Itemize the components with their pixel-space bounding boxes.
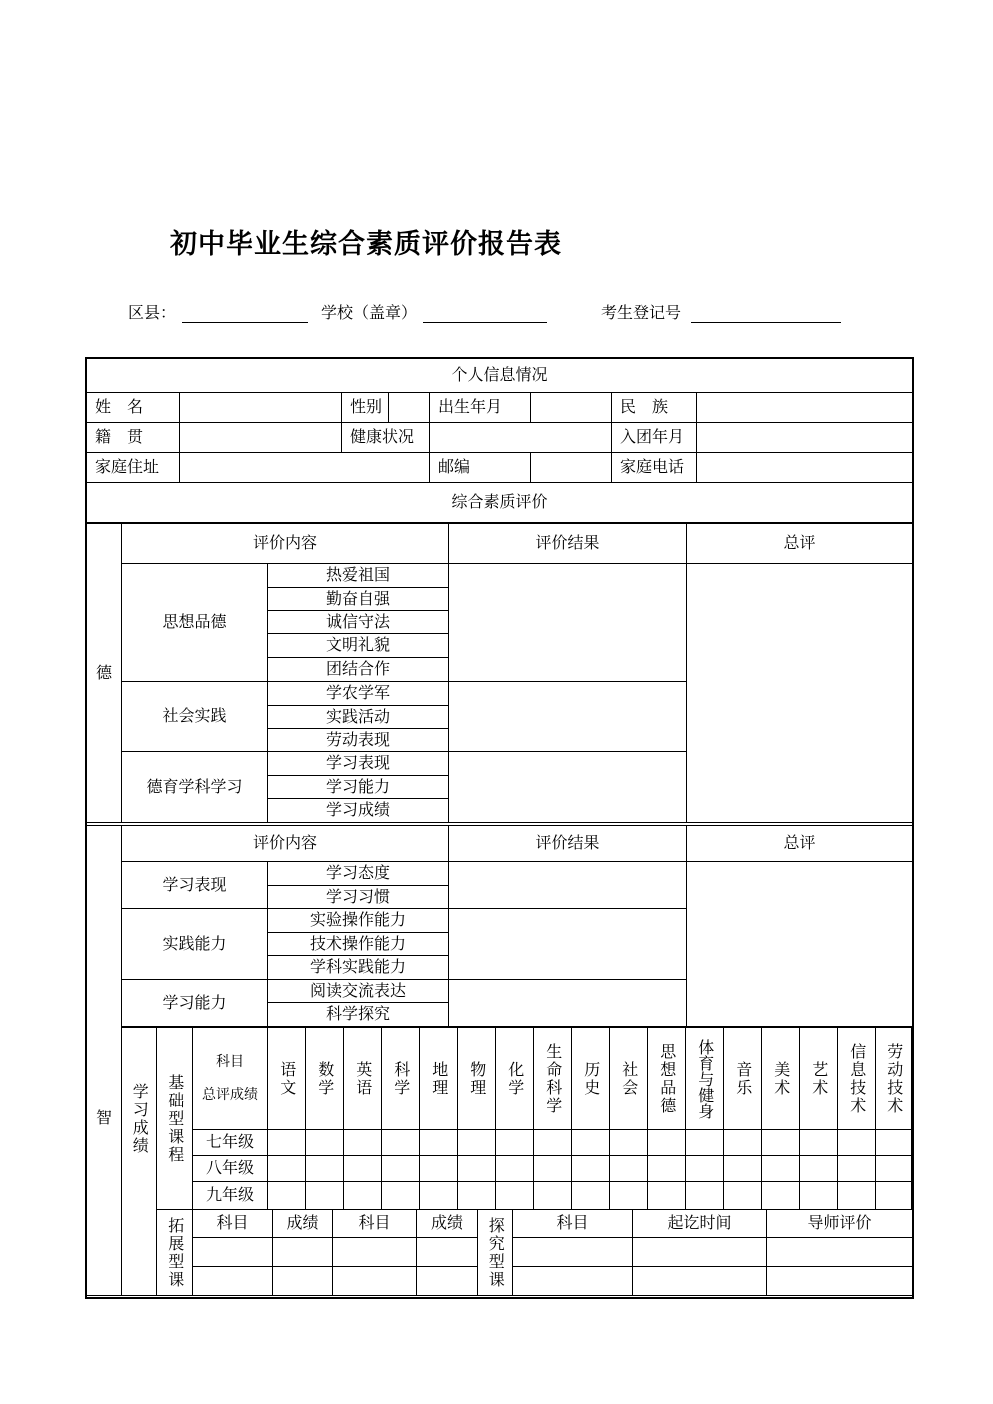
- inq-cell[interactable]: [513, 1238, 633, 1267]
- score-cell[interactable]: [724, 1130, 762, 1156]
- ext-cell[interactable]: [273, 1238, 333, 1267]
- intel-group-name: 学习能力: [122, 980, 268, 1027]
- score-cell[interactable]: [344, 1130, 382, 1156]
- intel-item: 科学探究: [268, 1003, 449, 1027]
- district-label: 区县：: [128, 303, 177, 322]
- score-cell[interactable]: [724, 1156, 762, 1182]
- score-cell[interactable]: [534, 1130, 572, 1156]
- moral-result-cell[interactable]: [449, 564, 687, 682]
- subject-name: 美术: [771, 1060, 791, 1097]
- score-cell[interactable]: [420, 1182, 458, 1210]
- intel-group-name: 实践能力: [122, 909, 268, 980]
- intel-label: 智: [87, 1028, 122, 1210]
- postcode-label: 邮编: [430, 453, 531, 483]
- subject-name: 语文: [277, 1060, 297, 1097]
- score-cell[interactable]: [344, 1156, 382, 1182]
- origin-cell[interactable]: [180, 423, 342, 453]
- subject-col: [382, 1028, 420, 1130]
- page-title: 初中毕业生综合素质评价报告表: [170, 229, 562, 260]
- moral-item: 学农学军: [268, 682, 449, 706]
- intel-item: 学习态度: [268, 862, 449, 886]
- inq-col-header: 导师评价: [767, 1210, 913, 1238]
- score-cell[interactable]: [382, 1156, 420, 1182]
- subject-col: [534, 1028, 572, 1130]
- score-cell[interactable]: [458, 1130, 496, 1156]
- reg-no-field: [601, 300, 841, 323]
- moral-item: 团结合作: [268, 658, 449, 682]
- inq-cell[interactable]: [767, 1267, 913, 1296]
- district-field: [128, 300, 308, 323]
- subject-col: [306, 1028, 344, 1130]
- subject-name: 劳动技术: [884, 1042, 904, 1115]
- moral-col-result: 评价结果: [449, 524, 687, 564]
- subject-name: 地理: [429, 1060, 449, 1097]
- score-cell[interactable]: [306, 1156, 344, 1182]
- score-cell[interactable]: [686, 1182, 724, 1210]
- score-cell[interactable]: [762, 1156, 800, 1182]
- score-cell[interactable]: [648, 1156, 686, 1182]
- birth-cell[interactable]: [531, 393, 612, 423]
- score-cell[interactable]: [838, 1182, 876, 1210]
- reg-no-blank[interactable]: [691, 304, 841, 323]
- subject-col: [572, 1028, 610, 1130]
- postcode-cell[interactable]: [531, 453, 612, 483]
- school-field: [321, 300, 547, 323]
- school-label: 学校（盖章）: [321, 303, 418, 322]
- ext-cell[interactable]: [273, 1267, 333, 1296]
- score-cell[interactable]: [268, 1156, 306, 1182]
- intel-item: 学习习惯: [268, 886, 449, 909]
- subject-hdr: 科目: [216, 1054, 244, 1071]
- composite-title: 综合素质评价: [87, 483, 913, 523]
- subject-col: [268, 1028, 306, 1130]
- score-cell[interactable]: [610, 1182, 648, 1210]
- scores-label: 学习成绩: [130, 1082, 150, 1155]
- score-cell[interactable]: [800, 1182, 838, 1210]
- score-cell[interactable]: [496, 1130, 534, 1156]
- subject-name: 英语: [353, 1060, 373, 1097]
- subject-name: 科学: [391, 1060, 411, 1097]
- intel-col-overall: 总评: [687, 826, 913, 862]
- score-cell[interactable]: [838, 1156, 876, 1182]
- inq-label-cell: [478, 1210, 513, 1296]
- intel-col-content: 评价内容: [122, 826, 449, 862]
- ext-cell[interactable]: [193, 1267, 273, 1296]
- subject-name: 物理: [467, 1060, 487, 1097]
- inq-cell[interactable]: [513, 1267, 633, 1296]
- intel-group-name: 学习表现: [122, 862, 268, 909]
- personal-section-title: 个人信息情况: [87, 359, 913, 393]
- subject-name: 信息技术: [847, 1042, 867, 1115]
- moral-item: 学习表现: [268, 752, 449, 776]
- score-cell[interactable]: [496, 1156, 534, 1182]
- moral-item: 热爱祖国: [268, 564, 449, 588]
- ethnic-cell[interactable]: [697, 393, 913, 423]
- ext-col-header: 科目: [333, 1210, 417, 1238]
- basic-scores-table: [86, 1027, 912, 1210]
- overall-score-hdr: 总评成绩: [202, 1086, 258, 1103]
- basic-label-cell: [157, 1028, 193, 1210]
- score-cell[interactable]: [572, 1130, 610, 1156]
- ext-col-header: 科目: [193, 1210, 273, 1238]
- moral-item: 学习能力: [268, 776, 449, 799]
- ext-col-header: 成绩: [273, 1210, 333, 1238]
- grade-row: [87, 1182, 912, 1210]
- score-cell[interactable]: [648, 1182, 686, 1210]
- district-blank[interactable]: [182, 304, 308, 323]
- score-cell[interactable]: [306, 1182, 344, 1210]
- score-cell[interactable]: [268, 1130, 306, 1156]
- ext-inquiry-table: [86, 1209, 913, 1296]
- score-cell[interactable]: [268, 1182, 306, 1210]
- address-label: 家庭住址: [87, 453, 180, 483]
- moral-result-cell[interactable]: [449, 752, 687, 823]
- subject-name: 化学: [505, 1060, 525, 1097]
- grade-label: 七年级: [193, 1130, 268, 1156]
- score-cell[interactable]: [762, 1182, 800, 1210]
- intel-item: 学科实践能力: [268, 956, 449, 980]
- subject-col: [420, 1028, 458, 1130]
- score-cell[interactable]: [496, 1182, 534, 1210]
- ext-cell[interactable]: [333, 1267, 417, 1296]
- score-cell[interactable]: [458, 1156, 496, 1182]
- intel-label-bottom: [87, 1210, 122, 1296]
- subject-col: [724, 1028, 762, 1130]
- inq-cell[interactable]: [767, 1238, 913, 1267]
- subject-name: 历史: [581, 1060, 601, 1097]
- intel-label-top: [87, 826, 122, 1027]
- moral-group-name: 德育学科学习: [122, 752, 268, 823]
- birth-label: 出生年月: [430, 393, 531, 423]
- subject-col: [838, 1028, 876, 1130]
- scores-label-bottom: [122, 1210, 157, 1296]
- subject-name: 体育与健身: [695, 1038, 715, 1119]
- reg-no-label: 考生登记号: [601, 303, 682, 322]
- school-blank[interactable]: [423, 304, 547, 323]
- score-cell[interactable]: [458, 1182, 496, 1210]
- moral-col-overall: 总评: [687, 524, 913, 564]
- scores-label-cell: [122, 1028, 157, 1210]
- grade-row: [87, 1156, 912, 1182]
- subject-name: 艺术: [809, 1060, 829, 1097]
- subject-col: [496, 1028, 534, 1130]
- subject-name: 社会: [619, 1060, 639, 1097]
- score-cell[interactable]: [800, 1156, 838, 1182]
- ext-cell[interactable]: [193, 1238, 273, 1267]
- score-cell[interactable]: [382, 1182, 420, 1210]
- ext-cell[interactable]: [333, 1238, 417, 1267]
- subject-col: [648, 1028, 686, 1130]
- ext-cell[interactable]: [417, 1238, 478, 1267]
- subject-name: 思想品德: [657, 1042, 677, 1115]
- score-cell[interactable]: [838, 1130, 876, 1156]
- score-cell[interactable]: [686, 1130, 724, 1156]
- inq-cell[interactable]: [633, 1238, 767, 1267]
- moral-item: 学习成绩: [268, 799, 449, 823]
- inq-col-header: 起讫时间: [633, 1210, 767, 1238]
- subject-col: [762, 1028, 800, 1130]
- score-cell[interactable]: [420, 1130, 458, 1156]
- address-cell[interactable]: [180, 453, 430, 483]
- intel-result-cell[interactable]: [449, 862, 687, 909]
- ethnic-label: 民 族: [612, 393, 697, 423]
- moral-item: 诚信守法: [268, 611, 449, 634]
- moral-item: 文明礼貌: [268, 634, 449, 658]
- ext-cell[interactable]: [417, 1267, 478, 1296]
- intel-col-result: 评价结果: [449, 826, 687, 862]
- score-cell[interactable]: [382, 1130, 420, 1156]
- moral-result-cell[interactable]: [449, 682, 687, 752]
- moral-item: 勤奋自强: [268, 588, 449, 611]
- health-cell[interactable]: [430, 423, 612, 453]
- intel-item: 技术操作能力: [268, 933, 449, 956]
- score-cell[interactable]: [572, 1156, 610, 1182]
- name-cell[interactable]: [180, 393, 342, 423]
- intel-item: 阅读交流表达: [268, 980, 449, 1003]
- score-cell[interactable]: [648, 1130, 686, 1156]
- moral-item: 劳动表现: [268, 729, 449, 752]
- intel-result-cell[interactable]: [449, 909, 687, 980]
- personal-info-table: [86, 358, 913, 523]
- subject-col: [610, 1028, 648, 1130]
- ext-col-header: 成绩: [417, 1210, 478, 1238]
- moral-group-name: 社会实践: [122, 682, 268, 752]
- score-cell[interactable]: [534, 1156, 572, 1182]
- subject-name: 音乐: [733, 1060, 753, 1097]
- grade-label: 八年级: [193, 1156, 268, 1182]
- score-cell[interactable]: [724, 1182, 762, 1210]
- name-label: 姓 名: [87, 393, 180, 423]
- score-cell[interactable]: [344, 1182, 382, 1210]
- grade-row: [87, 1130, 912, 1156]
- score-cell[interactable]: [686, 1156, 724, 1182]
- inq-col-header: 科目: [513, 1210, 633, 1238]
- subject-name: 数学: [315, 1060, 335, 1097]
- score-cell[interactable]: [610, 1130, 648, 1156]
- league-cell[interactable]: [697, 423, 913, 453]
- ext-label-cell: [157, 1210, 193, 1296]
- grade-label: 九年级: [193, 1182, 268, 1210]
- intel-table: [86, 825, 913, 1027]
- inq-cell[interactable]: [633, 1267, 767, 1296]
- moral-item: 实践活动: [268, 706, 449, 729]
- score-cell[interactable]: [306, 1130, 344, 1156]
- moral-label: 德: [87, 524, 122, 823]
- subject-col: [876, 1028, 912, 1130]
- subject-header-cell: [193, 1028, 268, 1130]
- basic-label: 基础型课程: [165, 1073, 185, 1164]
- score-cell[interactable]: [800, 1130, 838, 1156]
- moral-col-content: 评价内容: [122, 524, 449, 564]
- phone-cell[interactable]: [697, 453, 913, 483]
- intel-item: 实验操作能力: [268, 909, 449, 933]
- score-cell[interactable]: [610, 1156, 648, 1182]
- intel-overall-cell[interactable]: [687, 862, 913, 1027]
- score-cell[interactable]: [876, 1156, 912, 1182]
- health-label: 健康状况: [342, 423, 430, 453]
- phone-label: 家庭电话: [612, 453, 697, 483]
- inq-label: 探究型课: [486, 1216, 506, 1289]
- moral-table: [86, 523, 913, 823]
- subject-col: [458, 1028, 496, 1130]
- subject-name: 生命科学: [543, 1042, 563, 1115]
- score-cell[interactable]: [876, 1182, 912, 1210]
- score-cell[interactable]: [762, 1130, 800, 1156]
- moral-group-name: 思想品德: [122, 564, 268, 682]
- score-cell[interactable]: [534, 1182, 572, 1210]
- ext-label: 拓展型课: [165, 1216, 185, 1289]
- league-label: 入团年月: [612, 423, 697, 453]
- score-cell[interactable]: [420, 1156, 458, 1182]
- subject-col: [686, 1028, 724, 1130]
- score-cell[interactable]: [572, 1182, 610, 1210]
- subject-col: [800, 1028, 838, 1130]
- moral-overall-cell[interactable]: [687, 564, 913, 823]
- gender-cell[interactable]: [389, 393, 430, 423]
- subject-col: [344, 1028, 382, 1130]
- gender-label: 性别: [342, 393, 389, 423]
- score-cell[interactable]: [876, 1130, 912, 1156]
- intel-result-cell[interactable]: [449, 980, 687, 1027]
- origin-label: 籍 贯: [87, 423, 180, 453]
